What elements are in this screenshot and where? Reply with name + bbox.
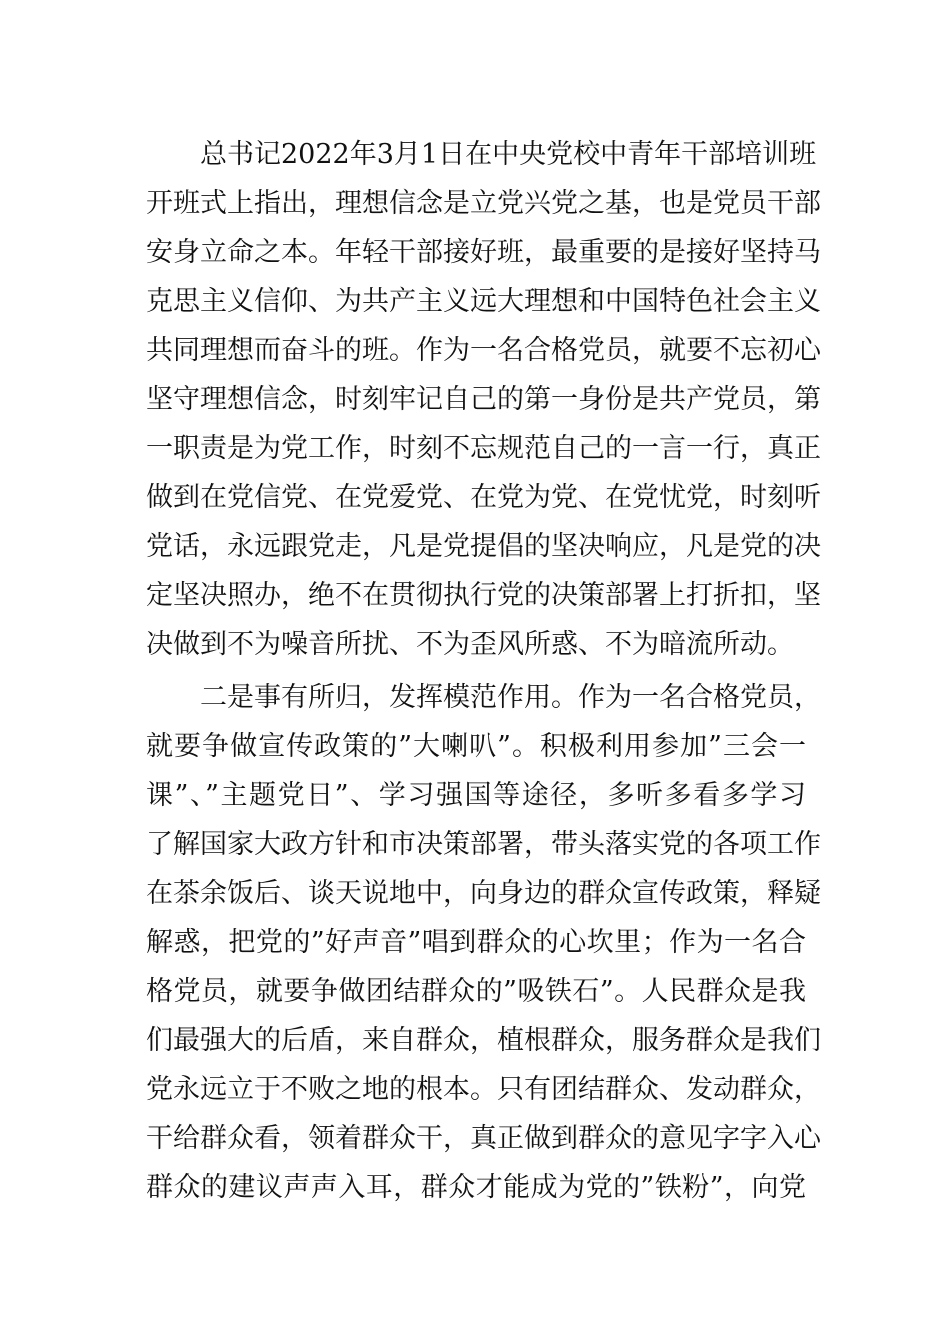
text-line: 决做到不为噪音所扰、不为歪风所惑、不为暗流所动。 [146,629,794,660]
text-line: 就要争做宣传政策的”大喇叭”。积极利用参加”三会一 [146,731,806,762]
text-line: 了解国家大政方针和市决策部署，带头落实党的各项工作 [146,829,821,860]
text-line: 定坚决照办，绝不在贯彻执行党的决策部署上打折扣，坚 [146,580,821,611]
text-line: 党永远立于不败之地的根本。只有团结群众、发动群众， [146,1074,821,1105]
document-body [146,130,821,1212]
text-line: 开班式上指出，理想信念是立党兴党之基，也是党员干部 [146,188,821,219]
text-line: 安身立命之本。年轻干部接好班，最重要的是接好坚持马 [146,237,821,268]
text-line: 克思主义信仰、为共产主义远大理想和中国特色社会主义 [146,286,821,317]
text-line: 们最强大的后盾，来自群众，植根群众，服务群众是我们 [146,1025,821,1056]
text-line: 课”、”主题党日”、学习强国等途径，多听多看多学习 [146,780,806,811]
text-line: 坚守理想信念，时刻牢记自己的第一身份是共产党员，第 [146,384,821,415]
text-line: 做到在党信党、在党爱党、在党为党、在党忧党，时刻听 [146,482,821,513]
text-line: 格党员，就要争做团结群众的”吸铁石”。人民群众是我 [146,976,806,1007]
text-line: 一职责是为党工作，时刻不忘规范自己的一言一行，真正 [146,433,821,464]
paragraph-ideals [146,130,821,669]
text-line: 总书记2022年3月1日在中央党校中青年干部培训班 [200,139,817,170]
text-line: 干给群众看，领着群众干，真正做到群众的意见字字入心 [146,1123,821,1154]
text-line: 解惑，把党的”好声音”唱到群众的心坎里；作为一名合 [146,927,806,958]
text-line: 党话，永远跟党走，凡是党提倡的坚决响应，凡是党的决 [146,531,821,562]
text-line: 群众的建议声声入耳，群众才能成为党的”铁粉”，向党 [146,1172,806,1203]
paragraph-role-model [146,673,821,1212]
text-line: 二是事有所归，发挥模范作用。作为一名合格党员， [200,682,821,713]
text-line: 共同理想而奋斗的班。作为一名合格党员，就要不忘初心 [146,335,821,366]
text-line: 在茶余饭后、谈天说地中，向身边的群众宣传政策，释疑 [146,878,821,909]
